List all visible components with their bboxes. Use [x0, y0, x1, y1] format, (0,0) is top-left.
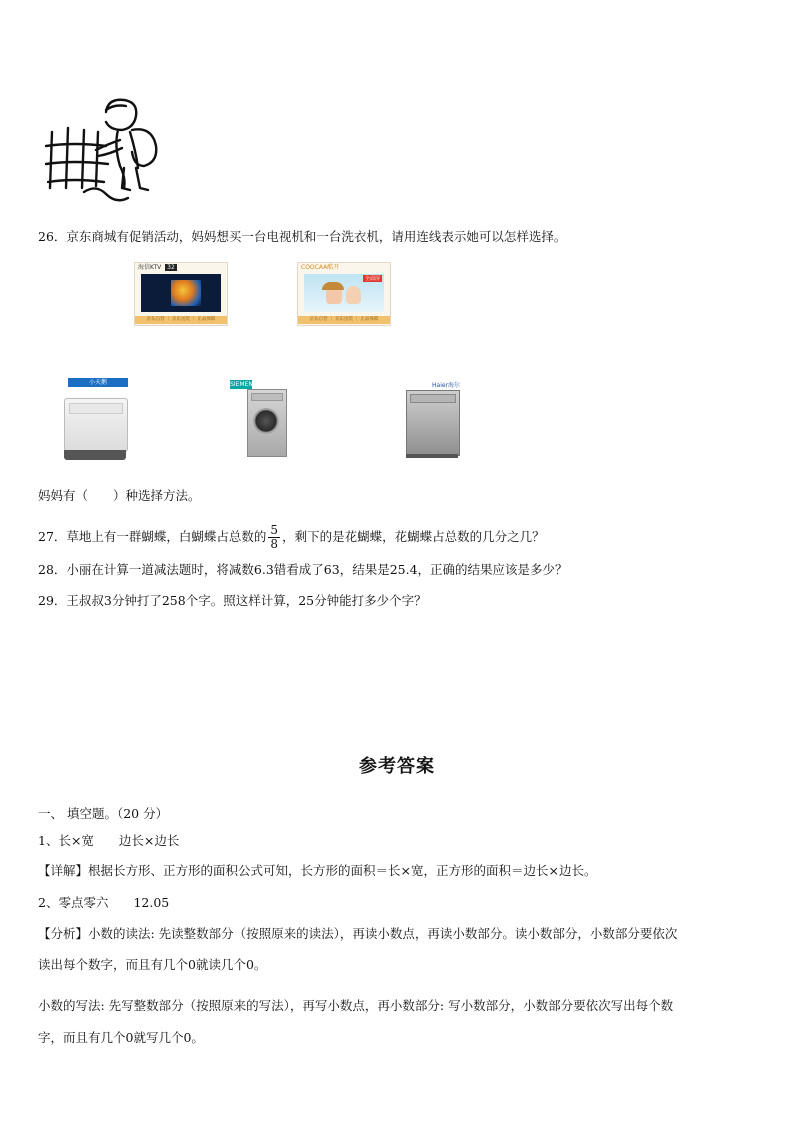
washer-product-image-2: [230, 380, 286, 458]
washer2-body: [247, 389, 287, 457]
fraction-denominator: 8: [270, 537, 279, 551]
tv1-screen: [141, 274, 221, 312]
q26-answer-line: 妈妈有（ ）种选择方法。: [38, 488, 201, 503]
washer-product-image-3: [404, 382, 476, 460]
q27-text-before: 27．草地上有一群蝴蝶，白蝴蝶占总数的: [38, 529, 267, 544]
answer-2-analysis-line-2: 读出每个数字，而且有几个0就读几个0。: [38, 957, 267, 972]
tv2-banner: 京东自营 ｜ 京东送装 ｜ 正品保障: [298, 316, 390, 324]
answer-2-writing-line-1: 小数的写法: 先写整数部分（按照原来的写法），再写小数点，再小数部分: 写小数部分，小数部分要依次写出每个数: [38, 998, 674, 1013]
answer-1: 1、长×宽 边长×边长: [38, 833, 180, 848]
question-26: 26．京东商城有促销活动，妈妈想买一台电视机和一台洗衣机，请用连线表示她可以怎样选择。: [38, 229, 567, 244]
question-27: [38, 520, 545, 554]
tv2-brand: COOCAA酷开: [301, 264, 340, 271]
tv1-banner: 京东自营 ｜ 京东送装 ｜ 正品保障: [135, 316, 227, 324]
question-29: 29．王叔叔3分钟打了258个字。照这样计算，25分钟能打多少个字？: [38, 593, 427, 608]
fraction-numerator: 5: [270, 523, 279, 537]
tv2-screen: [304, 274, 384, 312]
fraction-five-eighths: [268, 524, 280, 551]
answer-2-analysis-line-1: 【分析】小数的读法: 先读整数部分（按照原来的读法），再读小数点，再读小数部分。读小数部分，小数部分要依次: [38, 926, 678, 941]
answer-2: 2、零点零六 12.05: [38, 895, 170, 910]
question-28: 28．小丽在计算一道减法题时，将减数6.3错看成了63，结果是25.4，正确的结果应该是多少？: [38, 562, 568, 577]
section-1-heading: 一、 填空题。（20 分）: [38, 806, 169, 821]
washer3-body: [406, 390, 460, 456]
washer2-brand-tag: SIEMENS: [230, 381, 257, 388]
washer1-body: [64, 398, 128, 452]
washer3-brand-tag: Haier海尔: [432, 382, 461, 389]
tv1-brand: 海信KTV 32: [138, 264, 175, 271]
tv-product-image-1: [134, 262, 228, 326]
tv1-size-badge: 32: [167, 264, 175, 271]
q27-text-after: ，剩下的是花蝴蝶，花蝴蝶占总数的几分之几？: [282, 529, 545, 544]
washer1-brand-tag: 小天鹅: [68, 378, 128, 387]
tv2-header: [298, 263, 390, 273]
washer1-base: [64, 450, 126, 460]
tv-product-image-2: [297, 262, 391, 326]
washer3-base: [406, 454, 458, 458]
answers-title: 参考答案: [359, 756, 435, 777]
child-drawing: [44, 96, 164, 206]
tv2-badge: 全面屏: [364, 276, 380, 282]
answer-2-writing-line-2: 字，而且有几个0就写几个0。: [38, 1030, 204, 1045]
washer-product-image-1: [64, 378, 128, 462]
answer-1-detail: 【详解】根据长方形、正方形的面积公式可知，长方形的面积＝长×宽，正方形的面积＝边长×边长。: [38, 863, 597, 878]
